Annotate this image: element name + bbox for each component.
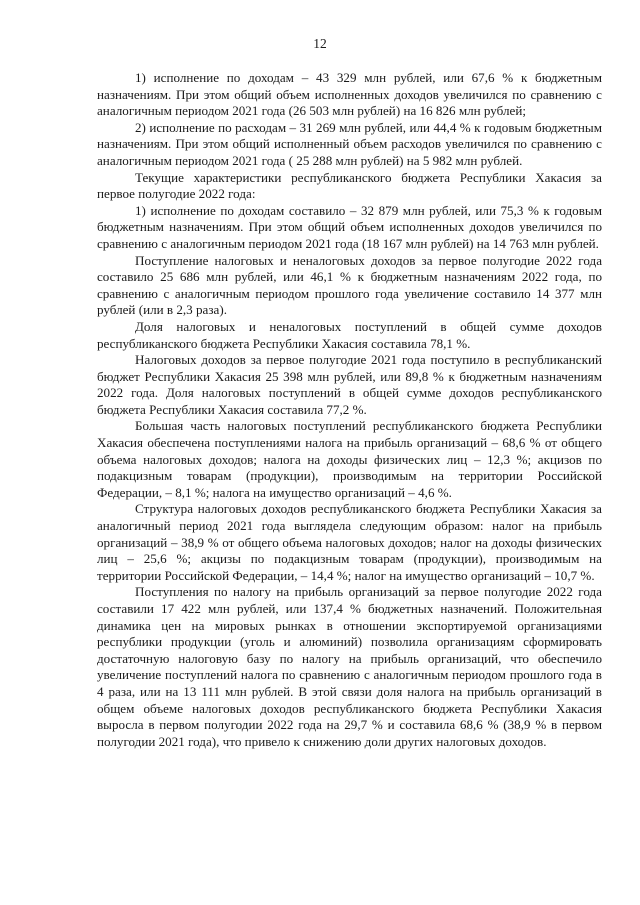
page-number: 12 bbox=[313, 36, 327, 51]
paragraph-tax-nontax-share: Доля налоговых и неналоговых поступлений в общей сумме доходов республиканского бюджета Республики Хакасия составила 78,1 %. bbox=[97, 318, 602, 351]
paragraph-expense-execution: 2) исполнение по расходам – 31 269 млн рублей, или 44,4 % к годовым бюджетным назначениям. При этом общий исполненный объем расходов увеличился по сравнению с аналогичным периодом 2021 года ( 25 288 млн рублей) на 5 982 млн рублей. bbox=[97, 119, 602, 168]
paragraph-tax-revenue: Налоговых доходов за первое полугодие 2021 года поступило в республиканский бюджет Республики Хакасия 25 398 млн рублей, или 89,8 % к бюджетным назначениям 2022 года. Доля налоговых поступлений в общей сумме доходов республиканского бюджета Республики Хакасия составила 77,2 %. bbox=[97, 352, 602, 417]
paragraph-current-revenue: 1) исполнение по доходам составило – 32 879 млн рублей, или 75,3 % к годовым бюджетным назначениям. При этом общий объем исполненных доходов увеличился по сравнению с аналогичным периодом 2021 года (18 167 млн рублей) на 14 763 млн рублей. bbox=[97, 202, 602, 251]
paragraph-tax-structure-2022: Большая часть налоговых поступлений республиканского бюджета Республики Хакасия обеспечена поступлениями налога на прибыль организаций – 68,6 % от общего объема налоговых доходов; налога на доходы физических лиц – 12,3 %; акцизов по подакцизным товарам (продукции), производимым на территории Российской Федерации, – 8,1 %; налога на имущество организаций – 4,6 %. bbox=[97, 418, 602, 500]
paragraph-current-characteristics: Текущие характеристики республиканского бюджета Республики Хакасия за первое полугодие 2022 года: bbox=[97, 169, 602, 202]
paragraph-profit-tax: Поступления по налогу на прибыль организаций за первое полугодие 2022 года составили 17 422 млн рублей, или 137,4 % бюджетных назначений. Положительная динамика цен на мировых рынках в отношении экспортируемой организациями республики продукции (уголь и алюминий) позволила организациям сформировать достаточную налоговую базу по налогу на прибыль организаций, что обеспечило увеличение поступлений налога по сравнению с аналогичным периодом прошлого года в 4 раза, или на 13 111 млн рублей. В этой связи доля налога на прибыль организаций в общем объеме налоговых доходов республиканского бюджета Республики Хакасия выросла в первом полугодии 2022 года на 29,7 % и составила 68,6 % (38,9 % в первом полугодии 2021 года), что привело к снижению доли других налоговых доходов. bbox=[97, 584, 602, 749]
paragraph-tax-nontax-income: Поступление налоговых и неналоговых доходов за первое полугодие 2022 года составило 25 686 млн рублей, или 46,1 % к бюджетным назначениям 2022 года, по сравнению с аналогичным периодом прошлого года увеличение составило 14 377 млн рублей (или в 2,3 раза). bbox=[97, 252, 602, 318]
paragraph-tax-structure-2021: Структура налоговых доходов республиканского бюджета Республики Хакасия за аналогичный период 2021 года выглядела следующим образом: налог на прибыль организаций – 38,9 % от общего объема налоговых доходов; налог на доходы физических лиц – 25,6 %; акцизы по подакцизным товарам (продукции), производимым на территории Российской Федерации, – 14,4 %; налог на имущество организаций – 10,7 %. bbox=[97, 501, 602, 583]
paragraph-revenue-execution: 1) исполнение по доходам – 43 329 млн рублей, или 67,6 % к бюджетным назначениям. При этом общий объем исполненных доходов увеличился по сравнению с аналогичным периодом 2021 года (26 503 млн рублей) на 16 826 млн рублей; bbox=[97, 70, 602, 119]
document-body bbox=[97, 70, 602, 750]
